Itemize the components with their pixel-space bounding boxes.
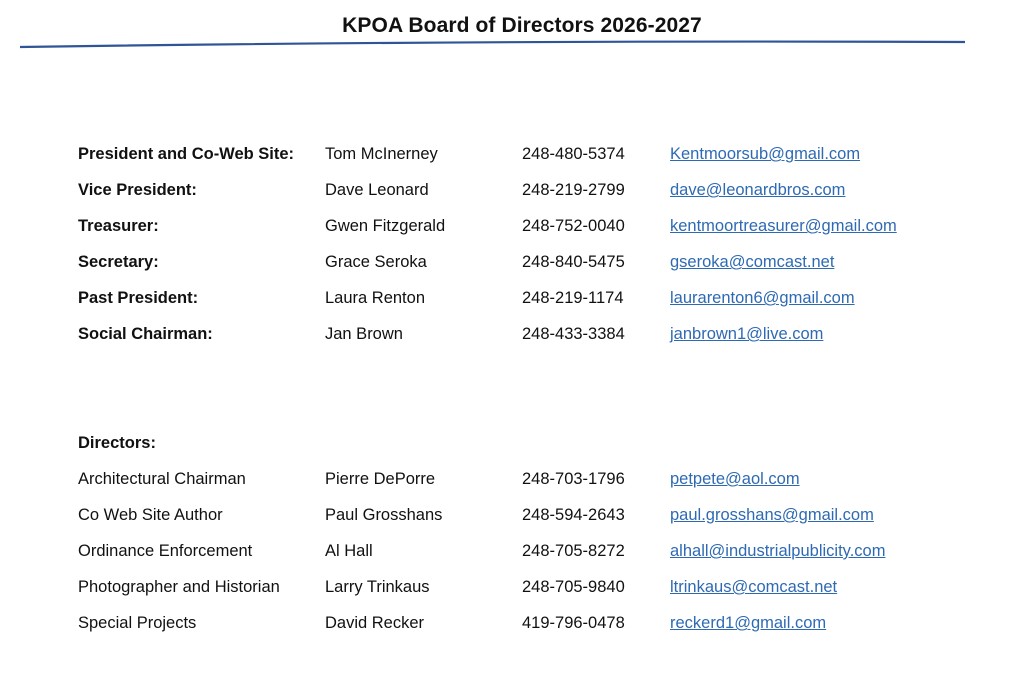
director-email-link[interactable]: ltrinkaus@comcast.net: [670, 578, 838, 596]
officer-phone: 248-480-5374: [522, 145, 625, 163]
officer-phone: 248-433-3384: [522, 325, 625, 343]
director-row: [0, 578, 1024, 608]
director-email-link[interactable]: alhall@industrialpublicity.com: [670, 542, 886, 560]
director-role: Architectural Chairman: [78, 470, 246, 488]
director-phone: 248-705-8272: [522, 542, 625, 560]
officer-email-link[interactable]: janbrown1@live.com: [670, 325, 824, 343]
director-role: Photographer and Historian: [78, 578, 280, 596]
officer-row: [0, 145, 1024, 175]
officer-email-link[interactable]: dave@leonardbros.com: [670, 181, 846, 199]
title-underline-rule: [20, 34, 965, 56]
director-email-link[interactable]: petpete@aol.com: [670, 470, 800, 488]
director-row: [0, 614, 1024, 644]
director-row: [0, 506, 1024, 536]
officer-name: Dave Leonard: [325, 181, 429, 199]
officer-name: Gwen Fitzgerald: [325, 217, 446, 235]
officer-email-link[interactable]: Kentmoorsub@gmail.com: [670, 145, 861, 163]
director-role: Co Web Site Author: [78, 506, 223, 524]
director-row: [0, 542, 1024, 572]
officer-role: Secretary:: [78, 253, 159, 271]
officer-row: [0, 289, 1024, 319]
director-name: Paul Grosshans: [325, 506, 443, 524]
officer-role: Vice President:: [78, 181, 197, 199]
officer-phone: 248-219-1174: [522, 289, 624, 307]
director-name: Al Hall: [325, 542, 373, 560]
officer-email-link[interactable]: laurarenton6@gmail.com: [670, 289, 855, 307]
director-name: David Recker: [325, 614, 425, 632]
director-email-link[interactable]: reckerd1@gmail.com: [670, 614, 827, 632]
officer-email-link[interactable]: kentmoortreasurer@gmail.com: [670, 217, 897, 235]
director-role: Ordinance Enforcement: [78, 542, 253, 560]
director-name: Pierre DePorre: [325, 470, 436, 488]
directors-heading: Directors:: [78, 434, 156, 452]
officer-email-link[interactable]: gseroka@comcast.net: [670, 253, 835, 271]
officer-phone: 248-840-5475: [522, 253, 625, 271]
officer-row: [0, 325, 1024, 355]
director-phone: 248-705-9840: [522, 578, 625, 596]
director-phone: 248-594-2643: [522, 506, 625, 524]
officer-row: [0, 217, 1024, 247]
document-title: KPOA Board of Directors 2026-2027: [342, 14, 702, 37]
officer-name: Grace Seroka: [325, 253, 427, 271]
officer-name: Tom McInerney: [325, 145, 438, 163]
officer-row: [0, 181, 1024, 211]
director-row: [0, 470, 1024, 500]
officer-phone: 248-752-0040: [522, 217, 625, 235]
officer-phone: 248-219-2799: [522, 181, 625, 199]
officer-row: [0, 253, 1024, 283]
officer-role: President and Co-Web Site:: [78, 145, 295, 163]
officer-role: Social Chairman:: [78, 325, 213, 343]
officer-role: Treasurer:: [78, 217, 159, 235]
officer-name: Laura Renton: [325, 289, 425, 307]
director-phone: 419-796-0478: [522, 614, 625, 632]
officer-role: Past President:: [78, 289, 199, 307]
officer-name: Jan Brown: [325, 325, 403, 343]
director-role: Special Projects: [78, 614, 197, 632]
director-email-link[interactable]: paul.grosshans@gmail.com: [670, 506, 874, 524]
director-name: Larry Trinkaus: [325, 578, 430, 596]
director-phone: 248-703-1796: [522, 470, 625, 488]
